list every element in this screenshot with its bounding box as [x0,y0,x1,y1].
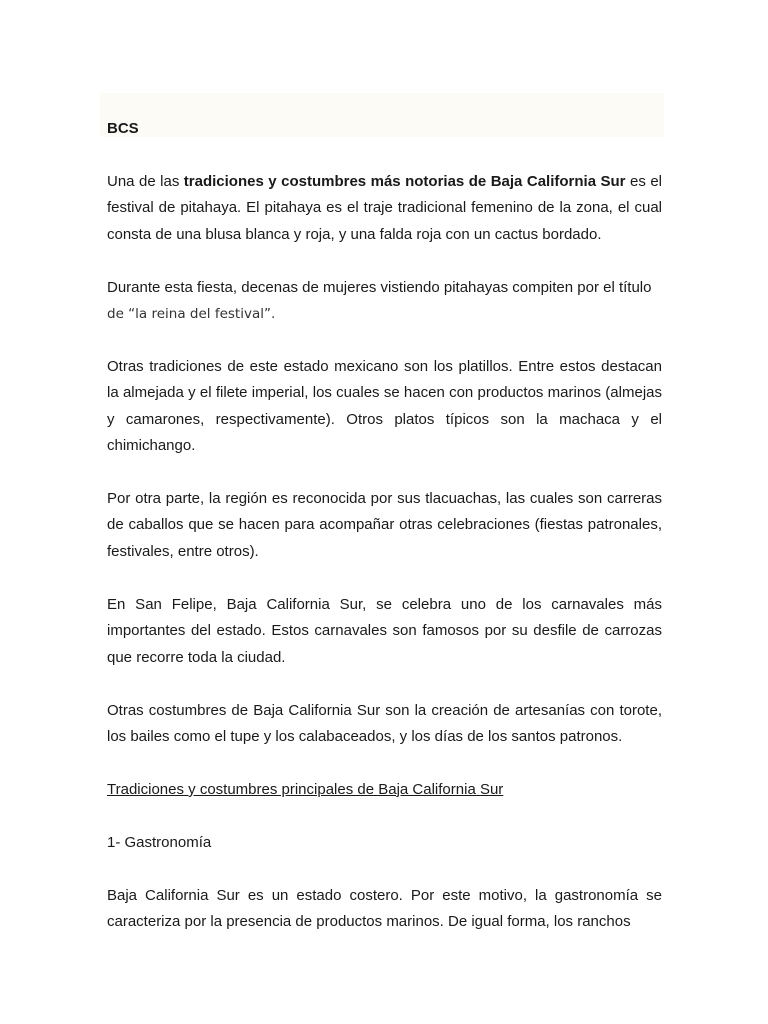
paragraph-3: Otras tradiciones de este estado mexicano son los platillos. Entre estos destacan la almejada y el filete imperial, los cuales se hacen con productos marinos (almejas y camarones, respectivamente). Otros platos típicos son la machaca y el chimichango. [107,357,662,455]
paragraph-1 [107,169,662,248]
p1-text-a: Una de las [107,172,184,190]
p2-text-a: Durante esta fiesta, decenas de mujeres vistiendo pitahayas compiten por el título [107,278,652,296]
p2-text-b: de “la reina del festival”. [107,306,276,323]
document-body [107,116,662,962]
paragraph-4: Por otra parte, la región es reconocida por sus tlacuachas, las cuales son carreras de caballos que se hacen para acompañar otras celebraciones (fiestas patronales, festivales, entre otros). [107,490,662,560]
paragraph-7: Baja California Sur es un estado costero. Por este motivo, la gastronomía se caracteriza por la presencia de productos marinos. De igual forma, los ranchos [107,886,662,931]
subheading-gastronomia: 1- Gastronomía [107,833,212,851]
section-title [107,777,662,803]
p1-text-b: es el festival de pitahaya. El pitahaya es el traje tradicional femenino de la zona, el cual consta de una blusa blanca y roja, y una falda roja con un cactus bordado. [107,172,662,243]
paragraph-6: Otras costumbres de Baja California Sur son la creación de artesanías con torote, los bailes como el tupe y los calabaceados, y los días de los santos patronos. [107,701,662,745]
p1-bold-text: tradiciones y costumbres más notorias de Baja California Sur [183,172,626,190]
section-title-text: Tradiciones y costumbres principales de Baja California Sur [107,780,504,798]
paragraph-2 [107,275,662,328]
paragraph-5: En San Felipe, Baja California Sur, se celebra uno de los carnavales más importantes del estado. Estos carnavales son famosos por su desfile de carrozas que recorre toda la ciudad. [107,595,662,666]
doc-heading: BCS [107,120,139,137]
